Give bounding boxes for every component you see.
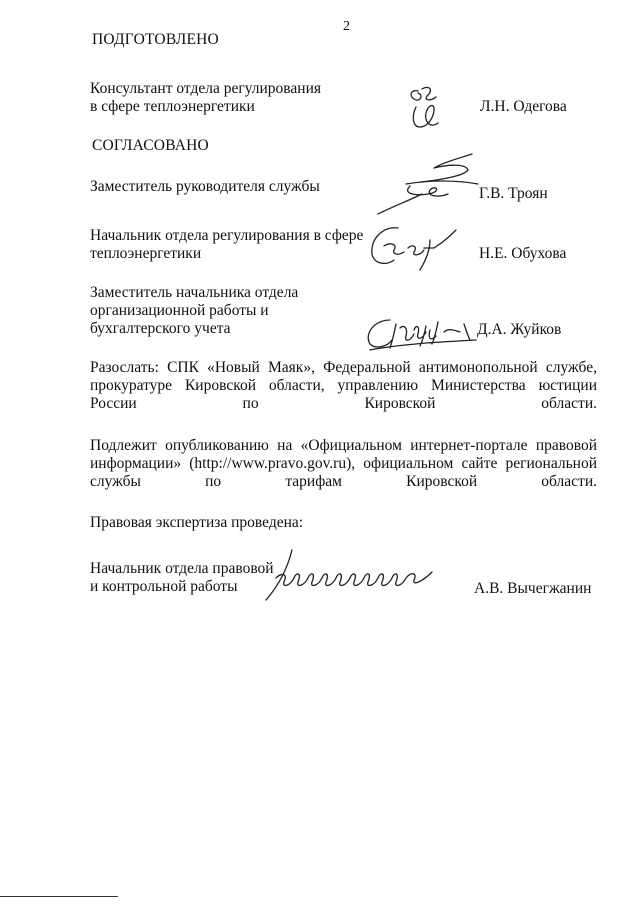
prepared-role-line-1: Консультант отдела регулирования: [90, 80, 322, 97]
legal-review-text: Правовая экспертиза проведена:: [90, 514, 304, 531]
agreed-role-1-line-1: Заместитель руководителя службы: [90, 178, 320, 195]
agreed-name-3: Д.А. Жуйков: [477, 321, 562, 338]
distribution-paragraph: Разослать: СПК «Новый Маяк», Федеральной антимонопольной службе, прокуратуре Кировской области, управлению Министерства юстиции России по Кировской области.: [90, 359, 597, 412]
agreed-role-3-line-2: организационной работы и: [90, 302, 269, 319]
agreed-role-3-line-3: бухгалтерского учета: [90, 320, 231, 337]
agreed-role-2: [90, 227, 380, 263]
prepared-name: Л.Н. Одегова: [480, 98, 567, 115]
footnote-rule: [0, 896, 118, 897]
page-number: 2: [343, 19, 350, 34]
agreed-role-3: [90, 284, 380, 338]
troyan-signature: [370, 150, 480, 222]
obukhova-signature: [364, 218, 462, 272]
agreed-heading: СОГЛАСОВАНО: [92, 137, 209, 154]
prepared-role: [90, 80, 380, 116]
legal-review-role-line-1: Начальник отдела правовой: [90, 560, 274, 577]
legal-review-role-line-2: и контрольной работы: [90, 578, 238, 595]
zhuykov-signature: [360, 310, 480, 354]
agreed-role-3-line-1: Заместитель начальника отдела: [90, 284, 299, 301]
prepared-heading: ПОДГОТОВЛЕНО: [92, 31, 219, 48]
prepared-role-line-2: в сфере теплоэнергетики: [90, 98, 255, 115]
agreed-name-1: Г.В. Троян: [479, 185, 548, 202]
odegova-signature: [404, 83, 450, 133]
agreed-role-2-line-2: теплоэнергетики: [90, 245, 202, 262]
agreed-role-1: [90, 178, 380, 196]
agreed-name-2: Н.Е. Обухова: [479, 245, 567, 262]
publication-paragraph: Подлежит опубликованию на «Официальном интернет-портале правовой информации» (http://www.pravo.gov.ru), официальном сайте региональной службы по тарифам Кировской области.: [90, 437, 597, 490]
vychegzhanin-signature: [262, 548, 440, 604]
agreed-role-2-line-1: Начальник отдела регулирования в сфере: [90, 227, 364, 244]
legal-review-name: А.В. Вычегжанин: [474, 580, 592, 597]
